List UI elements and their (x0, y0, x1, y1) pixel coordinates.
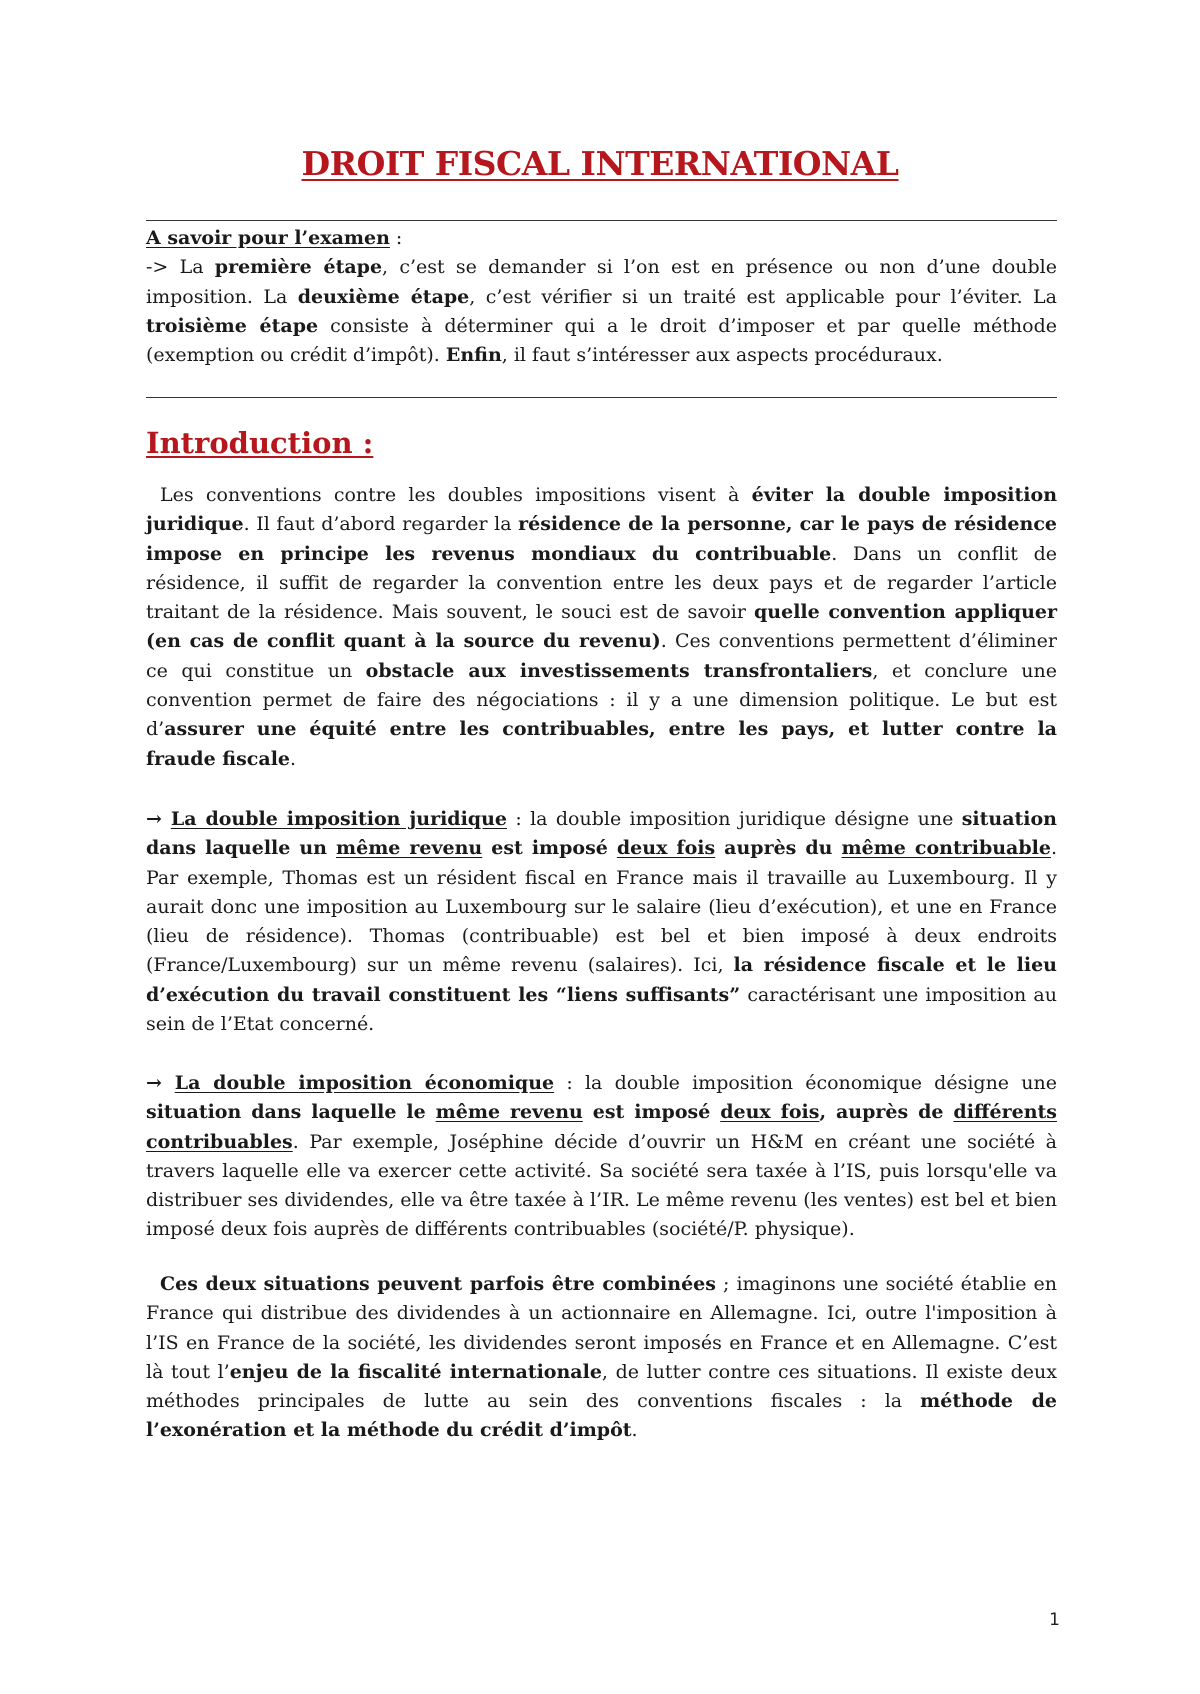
combined-situations-paragraph: Ces deux situations peuvent parfois être combinées ; imaginons une société établie en France qui distribue des dividendes à un actionnaire en Allemagne. Ici, outre l'imposition à l’IS en France de la société, les dividendes seront imposés en France et en Allemagne. C’est là tout l’enjeu de la fiscalité internationale, de lutter contre ces situations. Il existe deux méthodes principales de lutte au sein des conventions fiscales : la méthode de l’exonération et la méthode du crédit d’impôt. (146, 1273, 1057, 1442)
economic-double-taxation-label: La double imposition économique (174, 1072, 555, 1094)
document-title: DROIT FISCAL INTERNATIONAL (301, 144, 899, 183)
legal-double-taxation-paragraph: → La double imposition juridique : la double imposition juridique désigne une situation dans laquelle un même revenu est imposé deux fois auprès du même contribuable. Par exemple, Thomas est un résident fiscal en France mais il travaille au Luxembourg. Il y aurait donc une imposition au Luxembourg sur le salaire (lieu d’exécution), et une en France (lieu de résidence). Thomas (contribuable) est bel et bien imposé à deux endroits (France/Luxembourg) sur un même revenu (salaires). Ici, la résidence fiscale et le lieu d’exécution du travail constituent les “liens suffisants” caractérisant une imposition au sein de l’Etat concerné. (146, 808, 1057, 1036)
top-divider (146, 220, 1057, 221)
economic-double-taxation-paragraph: → La double imposition économique : la double imposition économique désigne une situation dans laquelle le même revenu est imposé deux fois, auprès de différents contribuables. Par exemple, Joséphine décide d’ouvrir un H&M en créant une société à travers laquelle elle va exercer cette activité. Sa société sera taxée à l’IS, puis lorsqu'elle va distribuer ses dividendes, elle va être taxée à l’IR. Le même revenu (les ventes) est bel et bien imposé deux fois auprès de différents contribuables (société/P. physique). (146, 1072, 1057, 1241)
legal-double-taxation-label: La double imposition juridique (170, 808, 507, 830)
introduction-heading: Introduction : (146, 426, 374, 460)
intro-paragraph-1: Les conventions contre les doubles impositions visent à éviter la double imposition juridique. Il faut d’abord regarder la résidence de la personne, car le pays de résidence impose en principe les revenus mondiaux du contribuable. Dans un conflit de résidence, il suffit de regarder la convention entre les deux pays et de regarder l’article traitant de la résidence. Mais souvent, le souci est de savoir quelle convention appliquer (en cas de conflit quant à la source du revenu). Ces conventions permettent d’éliminer ce qui constitue un obstacle aux investissements transfrontaliers, et conclure une convention permet de faire des négociations : il y a une dimension politique. Le but est d’assurer une équité entre les contribuables, entre les pays, et lutter contre la fraude fiscale. (146, 484, 1058, 770)
page-number: 1 (1049, 1610, 1060, 1630)
exam-note: A savoir pour l’examen : -> La première étape, c’est se demander si l’on est en présence ou non d’une double imposition. La deuxième étape, c’est vérifier si un traité est applicable pour l’éviter. La troisième étape consiste à déterminer qui a le droit d’imposer et par quelle méthode (exemption ou crédit d’impôt). Enfin, il faut s’intéresser aux aspects procéduraux. (146, 227, 1057, 367)
exam-note-heading: A savoir pour l’examen (146, 227, 390, 249)
bottom-divider (146, 397, 1057, 398)
